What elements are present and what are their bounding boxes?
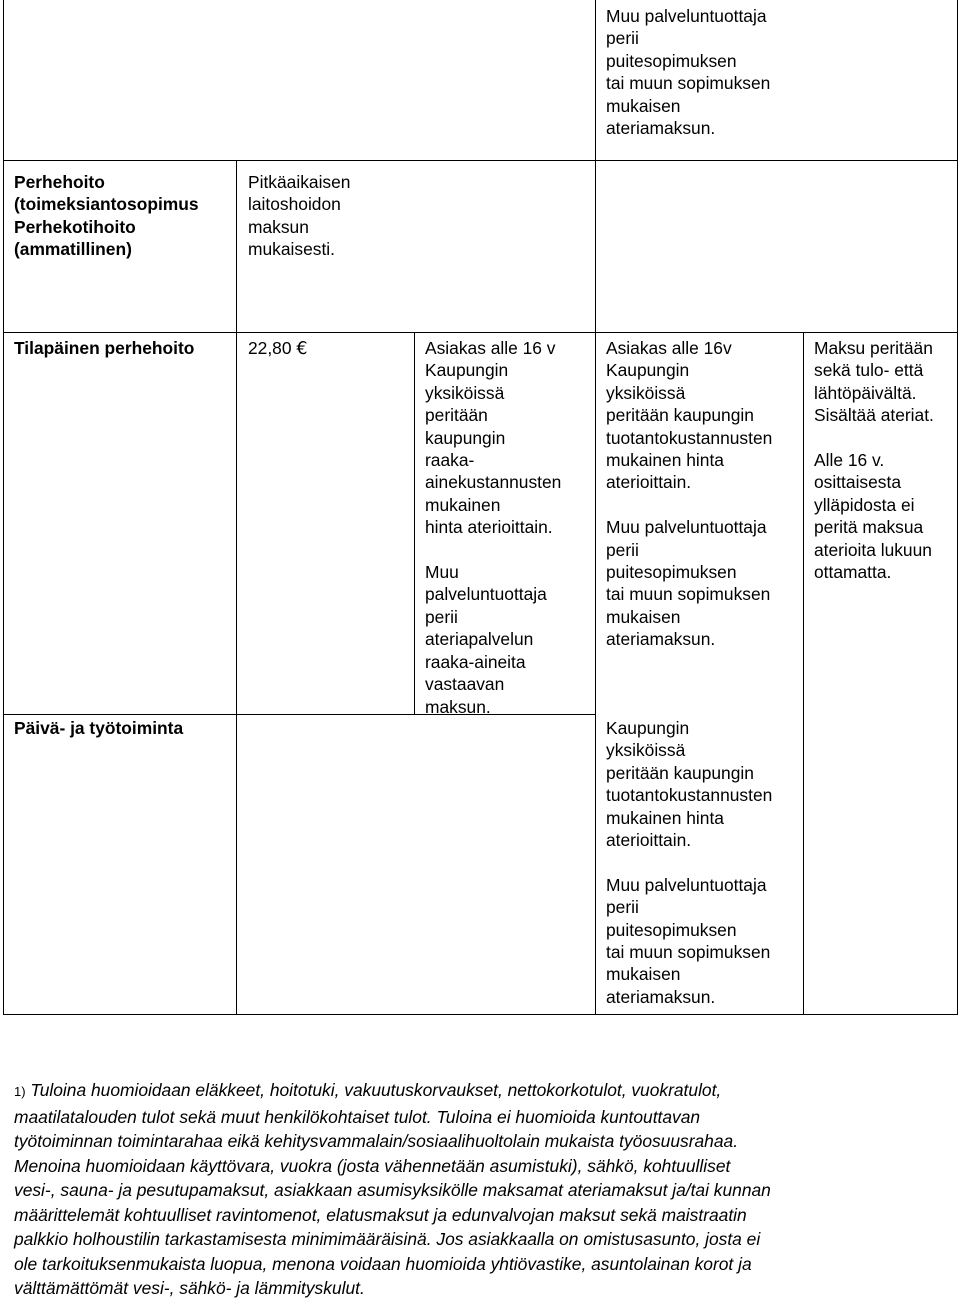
cell-line: perii (606, 28, 639, 49)
cell-line: tai muun sopimuksen (606, 73, 771, 94)
footnote-line-0: 1) Tuloina huomioidaan eläkkeet, hoitotuki, vakuutuskorvaukset, nettokorkotulot, vuokratulot, (14, 1080, 722, 1100)
cell-line: ateriamaksun. (606, 986, 716, 1007)
column-divider-2 (414, 333, 415, 715)
footnote-line-6: palkkio holhoustilin tarkastamisesta minimimääräisinä. Jos asiakkaalla on omistusasunto, josta ei (14, 1229, 761, 1249)
cell-line: laitoshoidon (248, 194, 341, 215)
footnote-line-1: maatilatalouden tulot sekä muut henkilökohtaiset tulot. Tuloina ei huomioida kuntouttavan (14, 1106, 701, 1127)
perhehoito-label-cell (14, 171, 199, 261)
perhehoito-col2-cell (248, 171, 350, 261)
cell-line: mukaisesti. (248, 239, 335, 260)
tilapainen-col3-cell (425, 337, 561, 718)
cell-line: Asiakas alle 16v (606, 338, 732, 358)
cell-line: peritään kaupungin (606, 405, 754, 426)
cell-line: Kaupungin (606, 718, 690, 738)
cell-line: puitesopimuksen (606, 562, 737, 583)
cell-line: perii (606, 897, 639, 918)
cell-line: perii (425, 606, 458, 627)
cell-line: maksun (248, 216, 309, 237)
cell-line: puitesopimuksen (606, 919, 737, 940)
cell-line: mukaisen (606, 606, 681, 627)
cell-line: raaka- (425, 450, 475, 471)
cell-line: tuotantokustannusten (606, 785, 773, 806)
cell-line: Muu (425, 562, 459, 583)
footnote-line-7: ole tarkoituksenmukaista luopua, menona voidaan huomioida yhtiövastike, asuntolainan korot ja (14, 1253, 752, 1274)
cell-line: ottamatta. (814, 562, 892, 583)
cell-line: mukainen hinta (606, 450, 724, 471)
cell-line: peritään (425, 405, 488, 426)
footnote-marker: 1) (14, 1084, 26, 1099)
footnote-line-4: vesi-, sauna- ja pesutupamaksut, asiakkaan asumisyksikölle maksamat ateriamaksut ja/tai kunnan (14, 1180, 771, 1200)
cell-line: mukaisen (606, 95, 681, 116)
tilapainen-col4-cell (606, 337, 772, 651)
footnote-line-2: työtoiminnan toimintarahaa eikä kehitysvammalain/sosiaalihuoltolain mukaista työosuusrahaa. (14, 1131, 739, 1151)
cell-line: aterioittain. (606, 830, 692, 851)
column-divider-3 (595, 0, 596, 1015)
cell-line: perii (606, 539, 639, 560)
cell-line: yksiköissä (606, 382, 686, 403)
column-divider-1 (236, 161, 237, 1015)
cell-line: tuotantokustannusten (606, 427, 773, 448)
cell-line: vastaavan (425, 674, 505, 695)
cell-line (814, 427, 934, 449)
cell-line: aterioita lukuun (814, 539, 932, 560)
cell-line: kaupungin (425, 427, 506, 448)
cell-line: mukaisen (606, 964, 681, 985)
cell-line (606, 851, 772, 873)
cell-line: yksiköissä (425, 382, 505, 403)
cell-line: ateriamaksun. (606, 629, 716, 650)
cell-line: Alle 16 v. (814, 450, 885, 471)
cell-line: Kaupungin (606, 360, 690, 381)
cell-line: mukainen (425, 494, 501, 515)
footnote-line-3: Menoina huomioidaan käyttövara, vuokra (josta vähennetään asumistuki), sähkö, kohtuulliset (14, 1155, 731, 1176)
cell-line: ainekustannusten (425, 472, 562, 493)
cell-line: palveluntuottaja (425, 584, 547, 605)
cell-line: Muu palveluntuottaja (606, 6, 767, 26)
cell-line: Muu palveluntuottaja (606, 874, 767, 895)
cell-line: sekä tulo- että (814, 360, 924, 381)
tilapainen-label: Tilapäinen perhehoito (14, 338, 195, 358)
cell-line: Perhekotihoito (14, 216, 136, 237)
table-border-right (957, 0, 958, 1015)
footnote (14, 1078, 949, 1301)
cell-line: Pitkäaikaisen (248, 172, 351, 192)
table-border-bottom (3, 1014, 958, 1015)
cell-line: ateriamaksun. (606, 118, 716, 139)
cell-line: yksiköissä (606, 740, 686, 761)
cell-line: Sisältää ateriat. (814, 405, 934, 426)
cell-line: Kaupungin (425, 360, 509, 381)
cell-line: puitesopimuksen (606, 50, 737, 71)
paiva-col4-cell (606, 717, 772, 1008)
cell-line: raaka-aineita (425, 651, 526, 672)
cell-line: (ammatillinen) (14, 239, 132, 260)
cell-line (425, 539, 561, 561)
row-divider-1 (3, 160, 958, 161)
table-border-left (3, 0, 4, 1015)
footnote-line-8: välttämättömät vesi-, sähkö- ja lämmityskulut. (14, 1278, 365, 1298)
paiva-label: Päivä- ja työtoiminta (14, 718, 184, 738)
cell-line: hinta aterioittain. (425, 517, 553, 538)
euro-symbol: € (296, 339, 308, 359)
cell-line (606, 494, 772, 516)
cell-line: tai muun sopimuksen (606, 584, 771, 605)
footnote-line-5: määrittelemät kohtuulliset ravintomenot, elatusmaksut ja edunvalvojan maksut sekä maistraatin (14, 1204, 747, 1225)
cell-line: ylläpidosta ei (814, 494, 915, 515)
tilapainen-price (248, 337, 307, 360)
cell-line: ateriapalvelun (425, 629, 534, 650)
cell-line: aterioittain. (606, 472, 692, 493)
row0-col5-cell (606, 5, 770, 139)
cell-line: Muu palveluntuottaja (606, 517, 767, 538)
cell-line: Maksu peritään (814, 338, 933, 358)
row-divider-2 (3, 332, 958, 333)
column-divider-4 (803, 333, 804, 1015)
cell-line: osittaisesta (814, 472, 901, 493)
cell-line: tai muun sopimuksen (606, 942, 771, 963)
cell-line: peritään kaupungin (606, 762, 754, 783)
cell-line: Perhehoito (14, 172, 105, 192)
cell-line: mukainen hinta (606, 807, 724, 828)
cell-line: (toimeksiantosopimus (14, 194, 199, 215)
cell-line: lähtöpäivältä. (814, 382, 917, 403)
price-value: 22,80 (248, 338, 292, 358)
tilapainen-col5-cell (814, 337, 934, 583)
cell-line: Asiakas alle 16 v (425, 338, 556, 358)
cell-line: peritä maksua (814, 517, 924, 538)
cell-line: maksun. (425, 696, 491, 717)
